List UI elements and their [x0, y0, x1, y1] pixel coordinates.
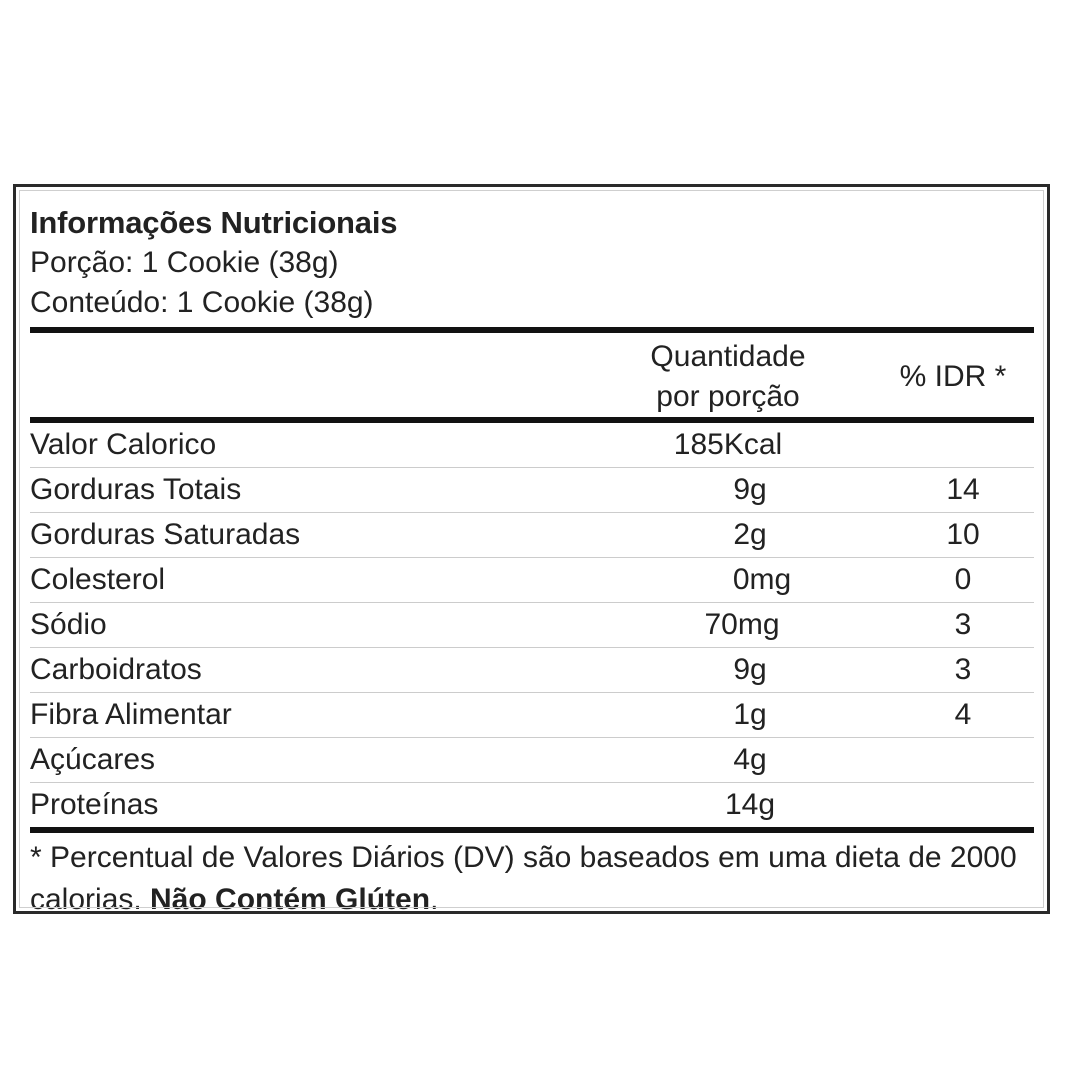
portion-line: Porção: 1 Cookie (38g): [30, 246, 339, 279]
nutrient-name: Carboidratos: [30, 653, 202, 686]
table-row: [30, 603, 1034, 648]
content-line: Conteúdo: 1 Cookie (38g): [30, 286, 374, 319]
nutrient-quantity: 9g: [733, 653, 767, 686]
nutrient-name: Açúcares: [30, 743, 156, 776]
nutrient-idr: 3: [954, 608, 972, 641]
nutrient-quantity: 0mg: [732, 563, 792, 596]
header-quantity-line2: por porção: [656, 380, 800, 413]
nutrient-idr: 3: [954, 653, 972, 686]
nutrient-quantity: 1g: [733, 698, 767, 731]
nutrient-quantity: 2g: [733, 518, 767, 551]
table-row: [30, 513, 1034, 558]
nutrient-quantity: 4g: [733, 743, 767, 776]
nutrient-idr: 4: [954, 698, 972, 731]
nutrient-quantity: 185Kcal: [673, 428, 783, 461]
footnote-text: * Percentual de Valores Diários (DV) são baseados em uma dieta de 2000 calorias.: [30, 841, 1017, 916]
header-idr: % IDR *: [899, 360, 1007, 393]
nutrient-quantity: 14g: [724, 788, 776, 821]
table-header: [30, 333, 1034, 417]
nutrient-idr: 10: [946, 518, 980, 551]
nutrient-name: Gorduras Saturadas: [30, 518, 301, 551]
label-content: [30, 203, 1034, 921]
nutrition-facts-label: [13, 184, 1050, 914]
nutrient-name: Colesterol: [30, 563, 166, 596]
nutrient-idr: 14: [946, 473, 980, 506]
table-row: [30, 693, 1034, 738]
nutrient-name: Proteínas: [30, 788, 159, 821]
table-row: [30, 558, 1034, 603]
footnote: [30, 837, 1034, 921]
table-row: [30, 648, 1034, 693]
nutrient-idr: 0: [954, 563, 972, 596]
nutrient-name: Valor Calorico: [30, 428, 217, 461]
nutrient-name: Gorduras Totais: [30, 473, 242, 506]
gluten-free-notice: Não Contém Glúten: [150, 883, 431, 916]
nutrient-name: Fibra Alimentar: [30, 698, 232, 731]
label-title: Informações Nutricionais: [30, 205, 398, 240]
footer-divider: [30, 827, 1034, 833]
table-row: [30, 468, 1034, 513]
header-quantity: [628, 337, 828, 417]
footnote-end: .: [430, 883, 439, 916]
table-row: [30, 423, 1034, 468]
header-quantity-line1: Quantidade: [650, 340, 806, 373]
nutrient-name: Sódio: [30, 608, 107, 641]
nutrient-quantity: 9g: [733, 473, 767, 506]
table-row: [30, 783, 1034, 827]
nutrient-table: [30, 423, 1034, 827]
nutrient-quantity: 70mg: [704, 608, 780, 641]
table-row: [30, 738, 1034, 783]
